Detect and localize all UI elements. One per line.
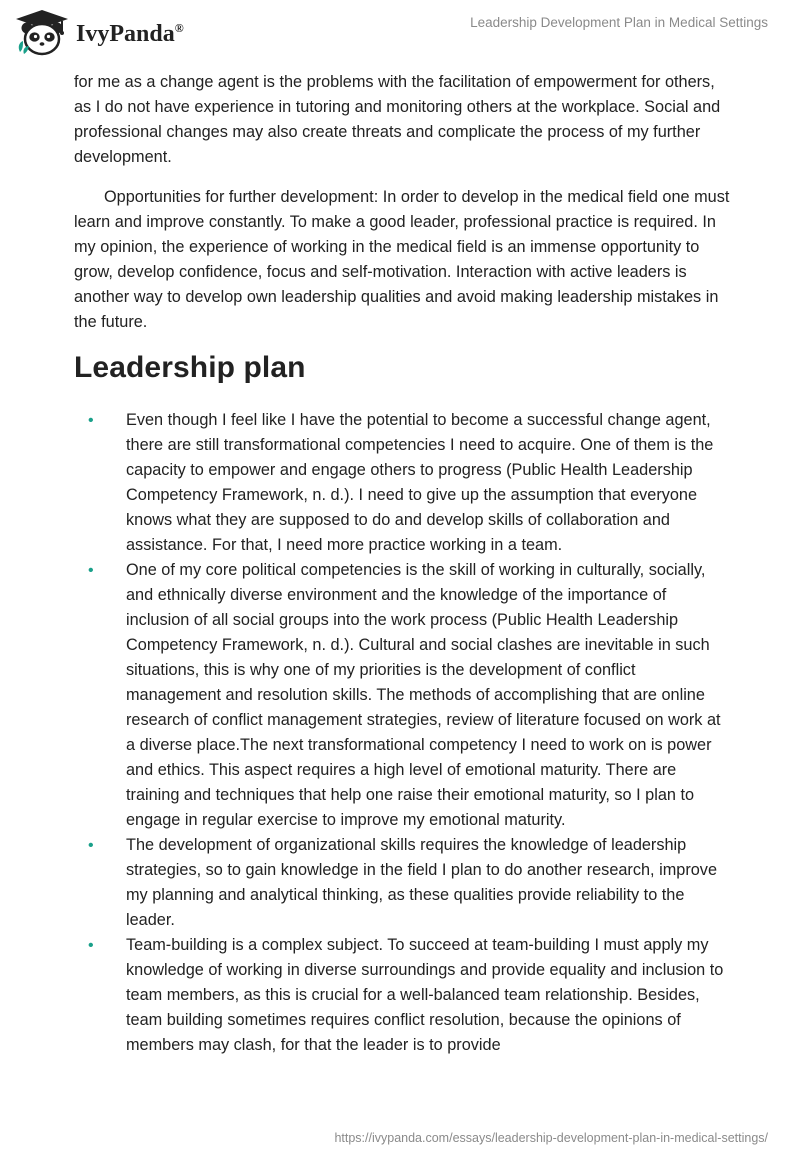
list-item	[74, 933, 734, 1058]
bullet-list	[74, 408, 734, 1058]
panda-graduation-cap-icon	[14, 8, 70, 58]
list-item-text: Team-building is a complex subject. To succeed at team-building I must apply my knowledge of working in diverse surroundings and provide equality and inclusion to team members, as this is crucial for a well-balanced team relationship. Besides, team building sometimes requires conflict resolution, because the opinions of members may clash, for that the leader is to provide	[126, 936, 724, 1054]
page-header	[0, 0, 800, 64]
brand-name: IvyPanda®	[76, 21, 184, 47]
source-url[interactable]: https://ivypanda.com/essays/leadership-development-plan-in-medical-settings/	[334, 1131, 768, 1145]
paragraph: Opportunities for further development: In order to develop in the medical field one must learn and improve constantly. To make a good leader, professional practice is required. In my opinion, the experience of working in the medical field is an immense opportunity to grow, develop confidence, focus and self-motivation. Interaction with active leaders is another way to develop own leadership qualities and avoid making leadership mistakes in the future.	[74, 188, 730, 331]
article-body	[74, 70, 734, 1058]
list-item-text: Even though I feel like I have the potential to become a successful change agent, there are still transformational competencies I need to acquire. One of them is the capacity to empower and engage others to progress (Public Health Leadership Competency Framework, n. d.). I need to give up the assumption that everyone knows what they are supposed to do and develop skills of collaboration and assistance. For that, I need more practice working in a team.	[126, 411, 714, 554]
registered-mark: ®	[174, 21, 184, 35]
paragraph: for me as a change agent is the problems with the facilitation of empowerment for others, as I do not have experience in tutoring and monitoring others at the workplace. Social and professional changes may also create threats and complicate the process of my further development.	[74, 73, 721, 166]
list-item-text: The development of organizational skills requires the knowledge of leadership strategies, so to gain knowledge in the field I plan to do another research, improve my planning and analytical thinking, as these qualities provide reliability to the leader.	[126, 836, 717, 929]
section-heading: Leadership plan	[74, 351, 306, 384]
list-item	[74, 558, 734, 833]
bullet-icon: •	[88, 562, 94, 579]
brand-logo[interactable]	[14, 8, 204, 60]
list-item	[74, 833, 734, 933]
document-title: Leadership Development Plan in Medical Settings	[470, 15, 768, 30]
list-item	[74, 408, 734, 558]
bullet-icon: •	[88, 937, 94, 954]
bullet-icon: •	[88, 837, 94, 854]
bullet-icon: •	[88, 412, 94, 429]
list-item-text: One of my core political competencies is the skill of working in culturally, socially, and ethnically diverse environment and the knowledge of the importance of inclusion of all social groups into the work process (Public Health Leadership Competency Framework, n. d.). Cultural and social clashes are inevitable in such situations, this is why one of my priorities is the development of conflict management and resolution skills. The methods of accomplishing that are online research of conflict management strategies, review of literature focused on work at a diverse place.The next transformational competency I need to work on is power and ethics. This aspect requires a high level of emotional maturity. There are training and techniques that help one raise their emotional maturity, so I plan to engage in regular exercise to improve my emotional maturity.	[126, 561, 721, 829]
